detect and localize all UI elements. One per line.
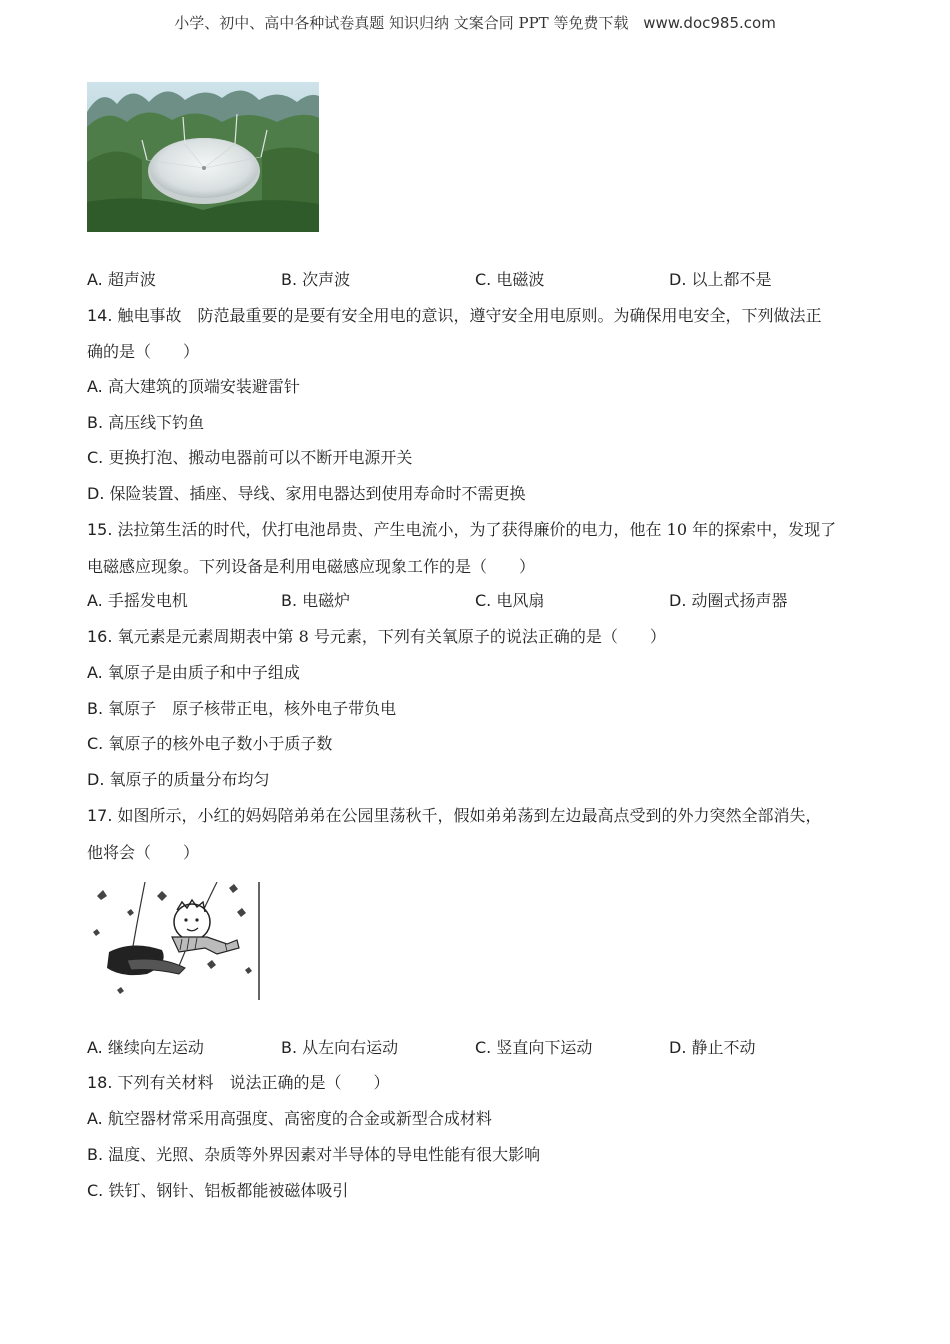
q15-option-d[interactable]: D. 动圈式扬声器 — [669, 591, 788, 610]
q18-option-b[interactable]: B. 温度、光照、杂质等外界因素对半导体的导电性能有很大影响 — [87, 1145, 541, 1164]
q14-option-c[interactable]: C. 更换打泡、搬动电器前可以不断开电源开关 — [87, 448, 413, 467]
q16-option-d[interactable]: D. 氧原子的质量分布均匀 — [87, 770, 270, 789]
q15-option-c[interactable]: C. 电风扇 — [475, 591, 545, 610]
q13-option-c[interactable]: C. 电磁波 — [475, 270, 545, 289]
q16-stem: 16. 氧元素是元素周期表中第 8 号元素，下列有关氧原子的说法正确的是（ ） — [87, 627, 666, 646]
q17-option-d[interactable]: D. 静止不动 — [669, 1038, 756, 1057]
header-text: 小学、初中、高中各种试卷真题 知识归纳 文案合同 PPT 等免费下载 — [174, 14, 629, 32]
q13-option-d[interactable]: D. 以上都不是 — [669, 270, 772, 289]
q18-option-c[interactable]: C. 铁钉、钢针、铝板都能被磁体吸引 — [87, 1181, 349, 1200]
q15-stem-line1: 15. 法拉第生活的时代，伏打电池昂贵、产生电流小，为了获得廉价的电力，他在 10 年的探索中，发现了 — [87, 520, 837, 539]
q14-stem-line1: 14. 触电事故 防范最重要的是要有安全用电的意识，遵守安全用电原则。为确保用电安全，下列做法正 — [87, 306, 822, 325]
q18-stem: 18. 下列有关材料 说法正确的是（ ） — [87, 1073, 390, 1092]
q15-option-b[interactable]: B. 电磁炉 — [281, 591, 351, 610]
q16-option-a[interactable]: A. 氧原子是由质子和中子组成 — [87, 663, 300, 682]
q15-option-a[interactable]: A. 手摇发电机 — [87, 591, 188, 610]
page-header — [0, 12, 950, 33]
q14-stem-line2: 确的是（ ） — [87, 342, 200, 361]
q14-option-d[interactable]: D. 保险装置、插座、导线、家用电器达到使用寿命时不需更换 — [87, 484, 526, 503]
q18-option-a[interactable]: A. 航空器材常采用高强度、高密度的合金或新型合成材料 — [87, 1109, 492, 1128]
header-site: www.doc985.com — [643, 14, 776, 32]
q17-option-b[interactable]: B. 从左向右运动 — [281, 1038, 399, 1057]
q17-stem-line2: 他将会（ ） — [87, 843, 200, 862]
q17-option-a[interactable]: A. 继续向左运动 — [87, 1038, 204, 1057]
q16-option-b[interactable]: B. 氧原子 原子核带正电，核外电子带负电 — [87, 699, 397, 718]
q13-option-a[interactable]: A. 超声波 — [87, 270, 156, 289]
q15-stem-line2: 电磁感应现象。下列设备是利用电磁感应现象工作的是（ ） — [87, 557, 536, 576]
q13-option-b[interactable]: B. 次声波 — [281, 270, 351, 289]
q14-option-b[interactable]: B. 高压线下钓鱼 — [87, 413, 205, 432]
q17-option-c[interactable]: C. 竖直向下运动 — [475, 1038, 593, 1057]
q14-option-a[interactable]: A. 高大建筑的顶端安装避雷针 — [87, 377, 300, 396]
q16-option-c[interactable]: C. 氧原子的核外电子数小于质子数 — [87, 734, 333, 753]
swing-illustration — [87, 882, 263, 1000]
q17-stem-line1: 17. 如图所示，小红的妈妈陪弟弟在公园里荡秋千，假如弟弟荡到左边最高点受到的外力突然全部消失， — [87, 806, 822, 825]
telescope-image — [87, 82, 319, 232]
